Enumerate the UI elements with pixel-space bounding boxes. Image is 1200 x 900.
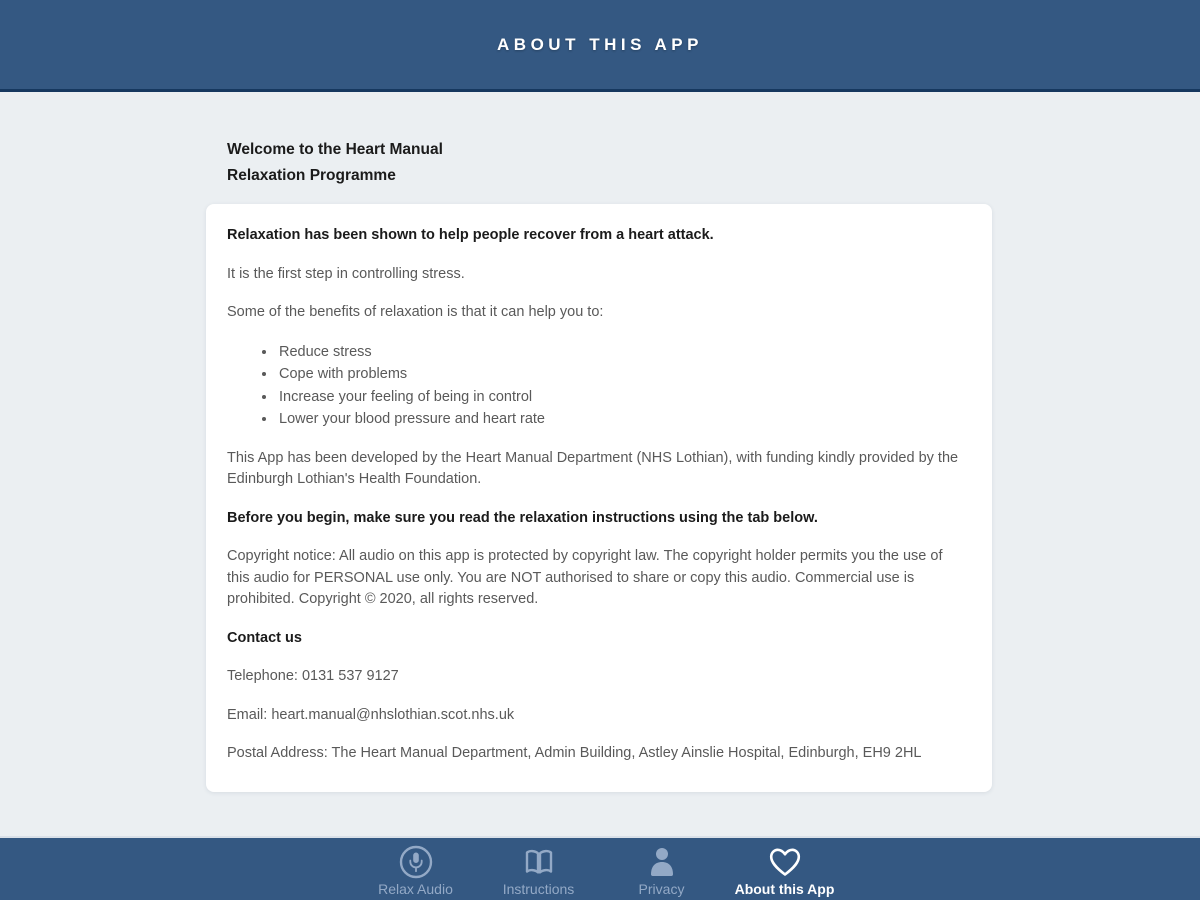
paragraph-developed-by: This App has been developed by the Heart Manual Department (NHS Lothian), with funding kindly provided by the Edinburgh Lothian's Health Foundation.	[227, 449, 959, 487]
welcome-heading	[227, 137, 1200, 189]
benefit-item: • Lower your blood pressure and heart rate	[277, 408, 969, 431]
benefit-item: • Increase your feeling of being in control	[277, 386, 969, 409]
paragraph-before-begin: Before you begin, make sure you read the relaxation instructions using the tab below.	[227, 509, 818, 526]
about-card	[206, 204, 992, 792]
paragraph-copyright: Copyright notice: All audio on this app is protected by copyright law. The copyright holder permits you the use of this audio for PERSONAL use only. You are NOT authorised to share or copy this audio. Commercial use is prohibited. Copyright © 2020, all rights reserved.	[227, 548, 943, 607]
tab-label-about-this-app: About this App	[734, 881, 835, 897]
content-area	[0, 92, 1200, 836]
tab-label-relax-audio: Relax Audio	[378, 881, 453, 897]
benefit-item: • Reduce stress	[277, 341, 969, 364]
book-icon	[522, 843, 556, 880]
tab-instructions[interactable]	[477, 838, 600, 897]
tab-label-privacy: Privacy	[638, 881, 685, 897]
tab-label-instructions: Instructions	[502, 881, 575, 897]
benefit-item: • Cope with problems	[277, 363, 969, 386]
bottom-nav	[0, 836, 1200, 900]
paragraph-first-step: It is the first step in controlling stress.	[227, 265, 465, 282]
paragraph-benefits-intro: Some of the benefits of relaxation is that it can help you to:	[227, 304, 604, 320]
welcome-heading-line2: Relaxation Programme	[227, 167, 396, 184]
microphone-icon	[398, 843, 434, 880]
welcome-heading-line1: Welcome to the Heart Manual	[227, 141, 443, 158]
contact-telephone: Telephone: 0131 537 9127	[227, 668, 399, 684]
heart-icon	[767, 843, 803, 880]
tab-privacy[interactable]	[600, 838, 723, 897]
contact-postal-address: Postal Address: The Heart Manual Department, Admin Building, Astley Ainslie Hospital, Edinburgh, EH9 2HL	[227, 745, 922, 761]
tab-about-this-app[interactable]	[723, 838, 846, 897]
person-icon	[648, 843, 676, 880]
tab-relax-audio[interactable]	[354, 838, 477, 897]
contact-email: Email: heart.manual@nhslothian.scot.nhs.uk	[227, 706, 515, 723]
benefits-list	[227, 341, 969, 431]
contact-heading: Contact us	[227, 629, 302, 646]
app-header	[0, 0, 1200, 92]
paragraph-intro: Relaxation has been shown to help people recover from a heart attack.	[227, 227, 714, 243]
page-title: ABOUT THIS APP	[497, 34, 703, 54]
